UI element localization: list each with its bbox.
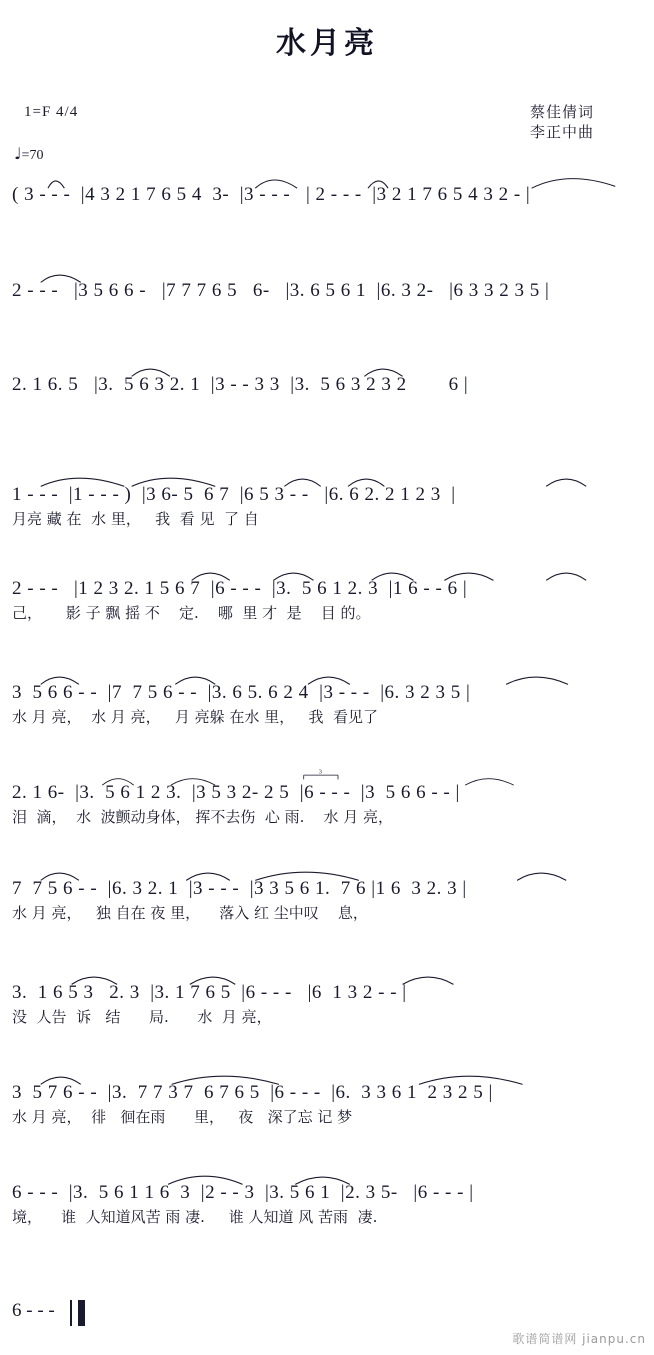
system-5-notes: 2 - - - |1 2 3 2. 1 5 6 7 |6 - - - |3. 5 6 1 2. 3 |1 6 - - 6 | bbox=[12, 578, 468, 599]
slur-arcs bbox=[12, 470, 644, 490]
slur-arcs bbox=[12, 360, 644, 380]
system-9-notes: 3. 1 6 5 3 2. 3 |3. 1 7 6 5 |6 - - - |6 1 3 2 - - | bbox=[12, 982, 407, 1003]
system-8-notes: 7 7 5 6 - - |6. 3 2. 1 |3 - - - |3 3 5 6 1. 7 6 |1 6 3 2. 3 | bbox=[12, 878, 467, 899]
music-system-7 bbox=[12, 768, 644, 827]
slur-arcs bbox=[12, 1068, 644, 1088]
system-7-notes: 2. 1 6- |3. 5 6 1 2 3. |3 5 3 2- 2 5 |6 - - - |3 5 6 6 - - | bbox=[12, 782, 460, 803]
slur-arcs bbox=[12, 1168, 644, 1188]
final-barline-thin bbox=[70, 1300, 72, 1326]
music-system-6 bbox=[12, 682, 644, 727]
music-system-8 bbox=[12, 878, 644, 923]
system-12-notes: 6 - - - bbox=[12, 1300, 55, 1321]
system-5-lyrics: 己， 影 子 飘 摇 不 定. 哪 里 才 是 目 的。 bbox=[12, 604, 371, 622]
lyricist: 蔡佳倩词 bbox=[529, 103, 594, 121]
credits bbox=[530, 102, 594, 142]
watermark-text: 歌谱简谱网 jianpu.cn bbox=[512, 1332, 646, 1346]
slur-arcs bbox=[12, 266, 644, 286]
system-11-notes: 6 - - - |3. 5 6 1 1 6 3 |2 - - 3 |3. 5 6 1 |2. 3 5- |6 - - - | bbox=[12, 1182, 474, 1203]
slur-arcs bbox=[12, 864, 644, 884]
system-8-lyrics: 水 月 亮， 独 自在 夜 里， 落入 红 尘中叹 息， bbox=[12, 904, 368, 922]
composer: 李正中曲 bbox=[529, 123, 594, 141]
music-system-4 bbox=[12, 484, 644, 529]
music-system-10 bbox=[12, 1082, 644, 1127]
tempo-marking bbox=[14, 144, 43, 164]
system-6-lyrics: 水 月 亮， 水 月 亮， 月 亮躲 在水 里， 我 看见了 bbox=[12, 708, 379, 726]
slur-arcs bbox=[12, 170, 644, 190]
system-11-lyrics: 境， 谁 人知道风苦 雨 凄. 谁 人知道 风 苦雨 凄. bbox=[12, 1208, 378, 1226]
svg-text:3: 3 bbox=[318, 768, 322, 776]
system-9-lyrics: 没 人告 诉 结 局. 水 月 亮， bbox=[12, 1008, 272, 1026]
system-10-lyrics: 水 月 亮， 徘 徊在雨 里， 夜 深了忘 记 梦 bbox=[12, 1108, 353, 1126]
music-system-9 bbox=[12, 982, 644, 1027]
watermark bbox=[512, 1330, 646, 1347]
music-system-2 bbox=[12, 280, 644, 302]
quarter-note-icon: ♩ bbox=[14, 144, 22, 163]
system-7-lyrics: 泪 滴， 水 波颤动身体， 挥不去伤 心 雨. 水 月 亮， bbox=[12, 808, 394, 826]
system-6-notes: 3 5 6 6 - - |7 7 5 6 - - |3. 6 5. 6 2 4 |3 - - - |6. 3 2 3 5 | bbox=[12, 682, 471, 703]
slur-arcs bbox=[12, 564, 644, 584]
music-system-3 bbox=[12, 374, 644, 396]
final-barline-thick bbox=[78, 1300, 85, 1326]
system-2-notes: 2 - - - |3 5 6 6 - |7 7 7 6 5 6- |3. 6 5 6 1 |6. 3 2- |6 3 3 2 3 5 | bbox=[12, 280, 550, 301]
system-4-lyrics: 月亮 藏 在 水 里， 我 看 见 了 自 bbox=[12, 510, 259, 528]
system-10-notes: 3 5 7 6 - - |3. 7 7 3 7 6 7 6 5 |6 - - - |6. 3 3 6 1 2 3 2 5 | bbox=[12, 1082, 493, 1103]
tempo-value: =70 bbox=[21, 148, 44, 163]
system-3-notes: 2. 1 6. 5 |3. 5 6 3 2. 1 |3 - - 3 3 |3. 5 6 3 2 3 2 6 | bbox=[12, 374, 469, 395]
slur-arcs bbox=[12, 668, 644, 688]
system-4-notes: 1 - - - |1 - - - ) |3 6- 5 6 7 |6 5 3 - - |6. 6 2. 2 1 2 3 | bbox=[12, 484, 456, 505]
music-system-5 bbox=[12, 578, 644, 623]
page-title: 水月亮 bbox=[276, 26, 378, 61]
system-1-notes: ( 3 - - - |4 3 2 1 7 6 5 4 3- |3 - - - | 2 - - - |3 2 1 7 6 5 4 3 2 - | bbox=[12, 184, 531, 205]
music-system-11 bbox=[12, 1182, 644, 1227]
slur-arcs bbox=[12, 768, 644, 788]
key-and-meter: 1=F 4/4 bbox=[24, 104, 79, 120]
slur-arcs bbox=[12, 968, 644, 988]
music-system-1 bbox=[12, 184, 644, 206]
